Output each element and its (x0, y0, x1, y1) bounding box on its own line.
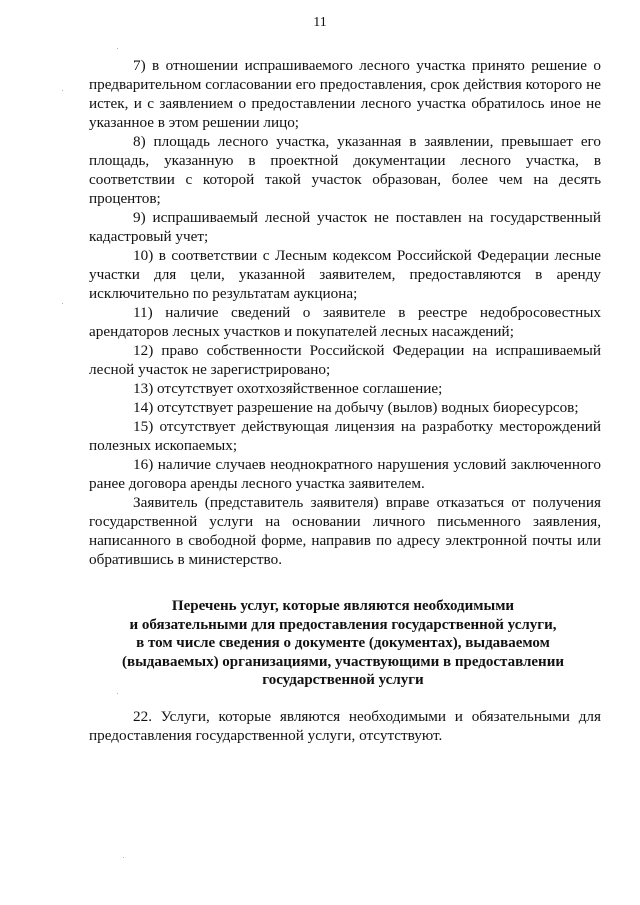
section-heading-line: государственной услуги (262, 672, 424, 688)
list-item-9: 9) испрашиваемый лесной участок не поставлен на государственный кадастровый учет; (89, 209, 601, 245)
list-item-13: 13) отсутствует охотхозяйственное соглашение; (133, 380, 443, 397)
section-heading-line: в том числе сведения о документе (документах), выдаваемом (136, 635, 550, 651)
section-heading-line: Перечень услуг, которые являются необходимыми (171, 598, 515, 614)
scan-speck (62, 303, 63, 304)
scan-speck (117, 693, 118, 694)
document-body (89, 56, 601, 569)
list-item-7: 7) в отношении испрашиваемого лесного участка принято решение о предварительном согласовании его предоставления, срок действия которого не истек, и с заявлением о предоставлении лесного участка обратилось иное не указанное в этом решении лицо; (89, 57, 601, 131)
list-item-14: 14) отсутствует разрешение на добычу (вылов) водных биоресурсов; (133, 399, 579, 416)
scan-speck (123, 857, 124, 858)
list-item-16: 16) наличие случаев неоднократного нарушения условий заключенного ранее договора аренды лесного участка заявителем. (89, 456, 601, 492)
scan-speck (117, 48, 118, 49)
section-heading-line: и обязательными для предоставления государственной услуги, (129, 616, 557, 633)
list-item-8: 8) площадь лесного участка, указанная в заявлении, превышает его площадь, указанную в проектной документации лесного участка, в соответствии с которой такой участок образован, более чем на десять процентов; (89, 133, 601, 207)
list-item-10: 10) в соответствии с Лесным кодексом Российской Федерации лесные участки для цели, указанной заявителем, предоставляются в аренду исключительно по результатам аукциона; (89, 247, 601, 302)
page-number: 11 (313, 15, 327, 30)
list-item-11: 11) наличие сведений о заявителе в реестре недобросовестных арендаторов лесных участков и покупателей лесных насаждений; (89, 304, 601, 340)
list-item-15: 15) отсутствует действующая лицензия на разработку месторождений полезных ископаемых; (89, 418, 601, 454)
section-heading (98, 597, 588, 690)
paragraph-22: 22. Услуги, которые являются необходимыми и обязательными для предоставления государственной услуги, отсутствуют. (89, 708, 601, 744)
closing-section (89, 707, 601, 745)
list-item-12: 12) право собственности Российской Федерации на испрашиваемый лесной участок не зарегистрировано; (89, 342, 601, 378)
refusal-paragraph: Заявитель (представитель заявителя) вправе отказаться от получения государственной услуги на основании личного письменного заявления, написанного в свободной форме, направив по адресу электронной почты или обратившись в министерство. (89, 494, 601, 568)
scan-speck (62, 90, 63, 91)
section-heading-line: (выдаваемых) организациями, участвующими в предоставлении (121, 653, 564, 670)
